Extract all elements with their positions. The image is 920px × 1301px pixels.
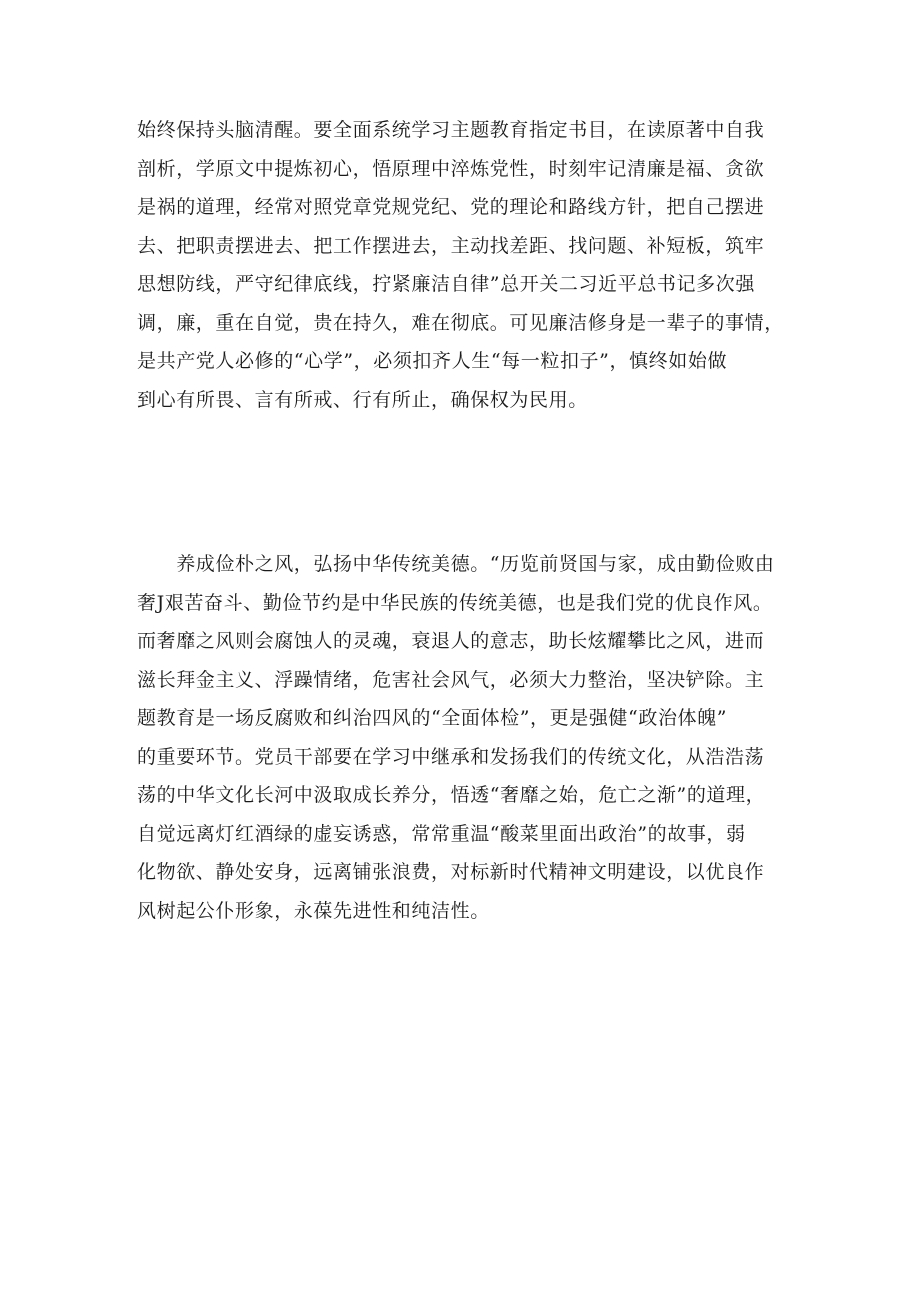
text-line: 养成俭朴之风，弘扬中华传统美德。“历览前贤国与家，成由勤俭败由 <box>137 553 775 575</box>
text-line: 而奢靡之风则会腐蚀人的灵魂，衰退人的意志，助长炫耀攀比之风，进而 <box>137 630 765 652</box>
text-line: 奢J艰苦奋斗、勤俭节约是中华民族的传统美德，也是我们党的优良作风。 <box>137 591 773 614</box>
text-line: 思想防线，严守纪律底线，拧紧廉洁自律”总开关二习近平总书记多次强 <box>137 273 755 295</box>
text-line: 是共产党人必修的“心学”，必须扣齐人生“每一粒扣子”，慎终如始做 <box>137 350 728 372</box>
paragraph-2 <box>137 545 797 930</box>
text-line: 的重要环节。党员干部要在学习中继承和发扬我们的传统文化，从浩浩荡 <box>137 745 765 768</box>
text-line: 去、把职责摆进去、把工作摆进去，主动找差距、找问题、补短板，筑牢 <box>137 234 765 257</box>
text-line: 滋长拜金主义、浮躁情绪，危害社会风气，必须大力整治，坚决铲除。主 <box>137 668 765 691</box>
text-line: 到心有所畏、言有所戒、行有所止，确保权为民用。 <box>137 388 588 411</box>
text-line: 题教育是一场反腐败和纠治四风的“全面体检”，更是强健“政治体魄” <box>137 707 728 729</box>
text-line: 自觉远离灯红酒绿的虚妄诱惑，常常重温“酸菜里面出政治”的故事，弱 <box>137 822 746 845</box>
text-line: 始终保持头脑清醒。要全面系统学习主题教育指定书目，在读原著中自我 <box>137 119 765 141</box>
text-line: 调，廉，重在自觉，贵在持久，难在彻底。可见廉洁修身是一辈子的事情， <box>137 311 784 334</box>
paragraph-1 <box>137 111 797 419</box>
text-line: 剖析，学原文中提炼初心，悟原理中淬炼党性，时刻牢记清廉是福、贪欲 <box>137 157 765 180</box>
text-line: 荡的中华文化长河中汲取成长养分，悟透“奢靡之始，危亡之渐”的道理， <box>137 784 766 806</box>
text-line: 风树起公仆形象，永葆先进性和纯洁性。 <box>137 899 490 922</box>
text-line: 化物欲、静处安身，远离铺张浪费，对标新时代精神文明建设，以优良作 <box>137 861 765 883</box>
text-line: 是祸的道理，经常对照党章党规党纪、党的理论和路线方针，把自己摆进 <box>137 196 765 218</box>
